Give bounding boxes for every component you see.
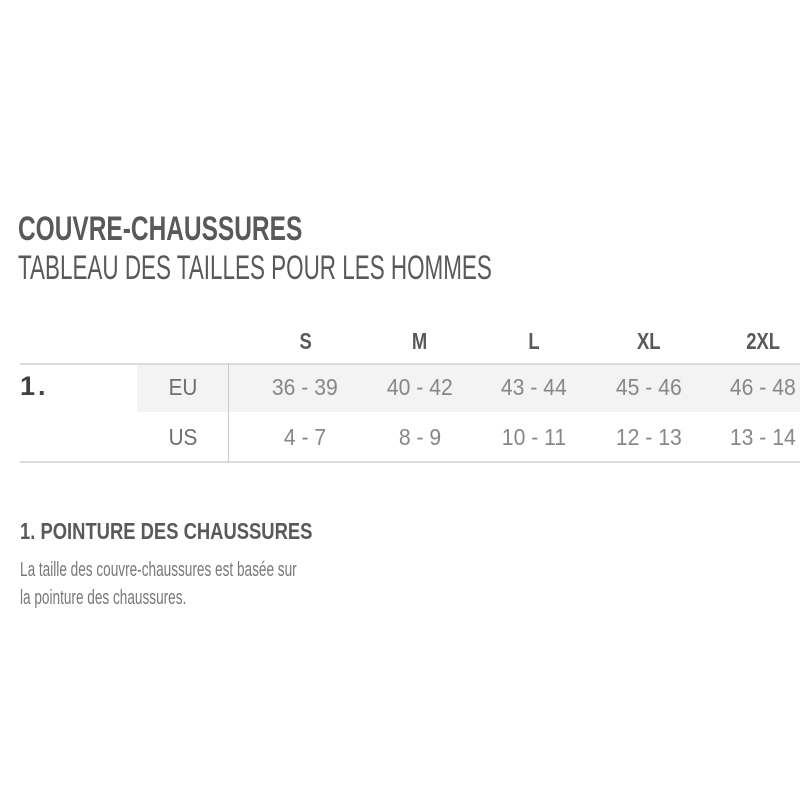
size-value: 10 - 11 [501,423,567,450]
size-column-header-xl [571,320,685,363]
size-column-header-s [228,320,342,363]
size-header-label: M [411,328,428,354]
size-value: 45 - 46 [615,374,682,400]
row-label-eu [137,363,228,412]
size-column-header-m [342,320,456,363]
size-value: 36 - 39 [272,374,339,400]
size-header-label: L [528,328,540,354]
title-block [18,210,736,288]
footnote-line-1: La taille des couvre-chaussures est basée sur [20,559,297,581]
size-value: 13 - 14 [729,423,796,450]
size-value: 43 - 44 [501,374,567,400]
size-value: 12 - 13 [615,423,682,450]
row-label-us [137,412,228,462]
table-corner-spacer [20,320,228,363]
size-value: 8 - 9 [398,423,441,450]
row-number-marker [20,363,137,462]
size-cell-eu-m [342,363,456,412]
size-cell-us-m [342,412,456,462]
row-label-text: US [168,423,197,450]
size-table [20,320,800,462]
size-cell-us-xl [571,412,685,462]
size-value: 4 - 7 [284,423,327,450]
size-value: 46 - 48 [729,374,796,400]
size-column-header-2xl [686,320,800,363]
size-cell-eu-2xl [686,363,800,412]
size-header-label: 2XL [745,328,780,354]
page-title: COUVRE-CHAUSSURES [18,210,303,248]
size-cell-eu-xl [571,363,685,412]
size-header-label: XL [636,328,661,354]
page-subtitle: TABLEAU DES TAILLES POUR LES HOMMES [18,249,492,287]
size-value: 40 - 42 [386,374,453,400]
footnote-heading: 1. POINTURE DES CHAUSSURES [20,518,313,544]
footnote-line-2: la pointure des chaussures. [20,587,187,609]
size-cell-us-2xl [686,412,800,462]
size-cell-us-l [457,412,571,462]
size-column-header-l [457,320,571,363]
size-header-label: S [299,328,312,354]
footnote-text [20,556,427,612]
row-label-text: EU [168,374,197,400]
size-cell-us-s [228,412,342,462]
size-cell-eu-l [457,363,571,412]
size-cell-eu-s [228,363,342,412]
row-number-text: 1. [20,371,49,401]
footnote-block [20,516,427,612]
